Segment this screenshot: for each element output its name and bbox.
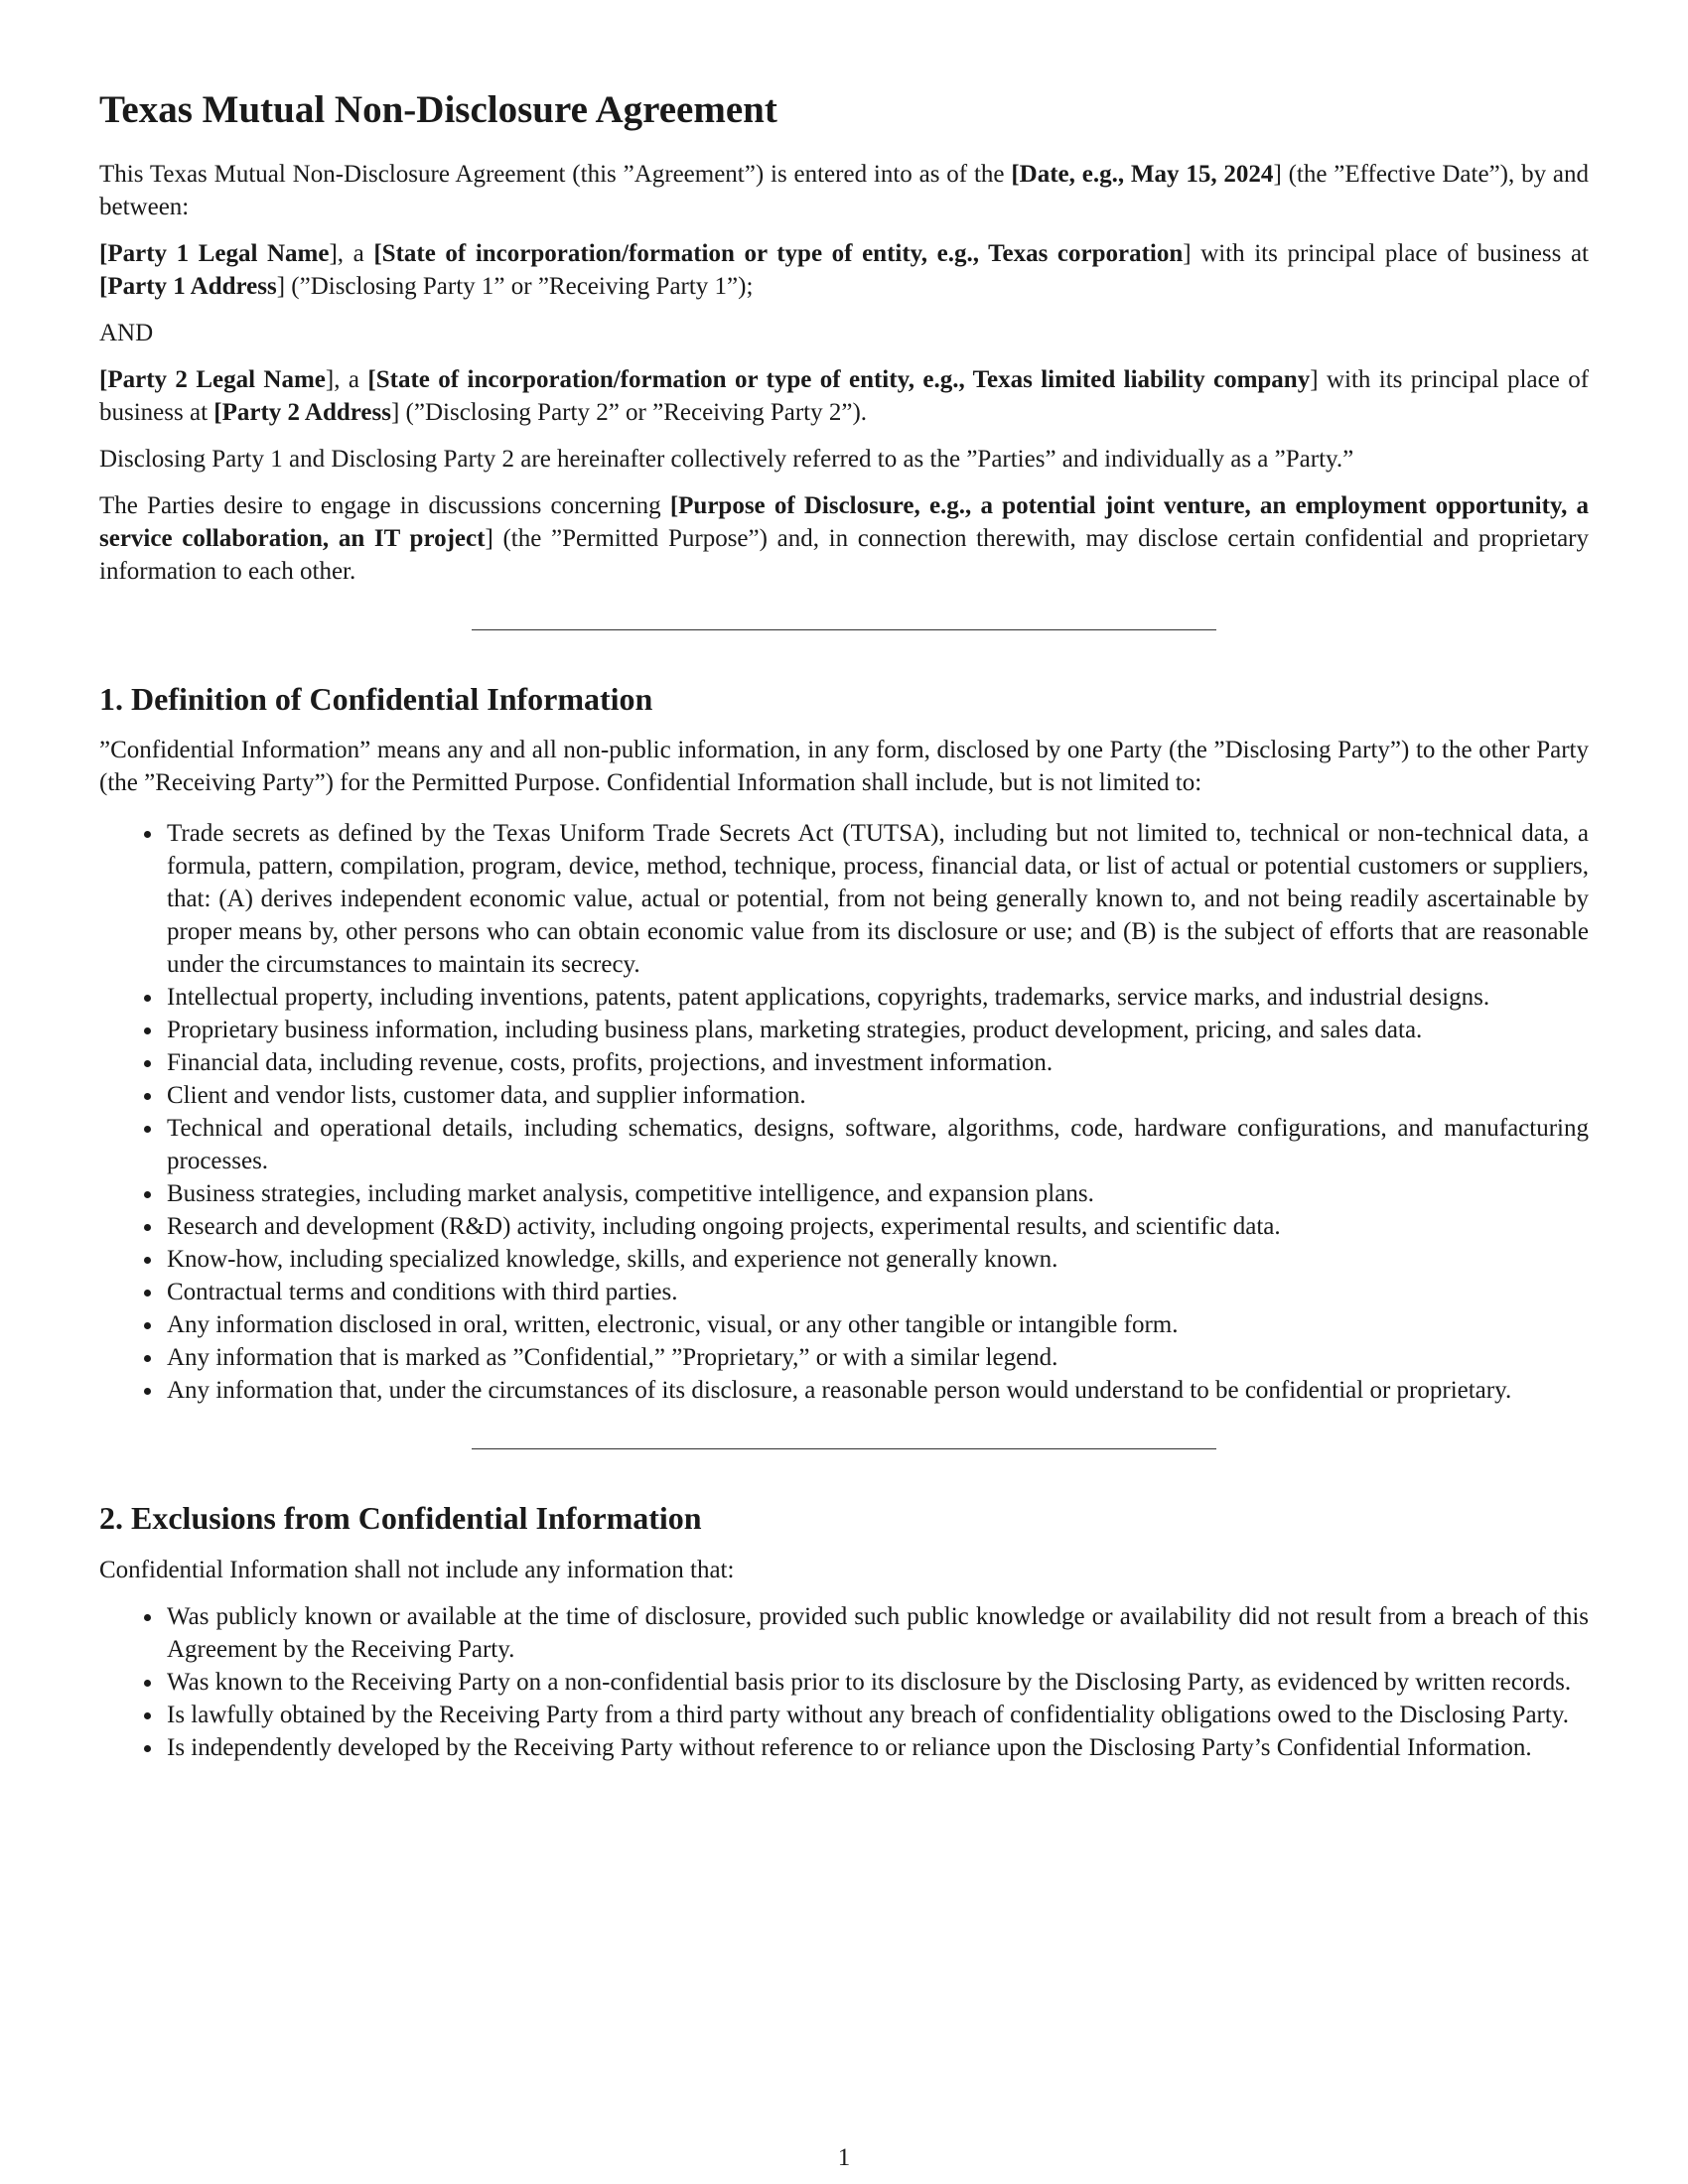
section-divider bbox=[472, 1448, 1216, 1449]
section2-list bbox=[99, 1600, 1589, 1764]
list-item: Is independently developed by the Receiving Party without reference to or reliance upon the Disclosing Party’s Confidential Information. bbox=[167, 1731, 1589, 1764]
party2-address-placeholder: [Party 2 Address bbox=[213, 398, 391, 426]
page-number: 1 bbox=[837, 2144, 851, 2171]
section1-intro: ”Confidential Information” means any and all non-public information, in any form, disclosed by one Party (the ”Disclosing Party”) to the other Party (the ”Receiving Party”) for the Permitted Purpose. Confidential Information shall include, but is not limited to: bbox=[99, 737, 1589, 797]
section1-heading: 1. Definition of Confidential Information bbox=[99, 680, 653, 717]
section1-list bbox=[99, 817, 1589, 1407]
list-item: Client and vendor lists, customer data, and supplier information. bbox=[167, 1079, 1589, 1112]
party1-text-1: ], a bbox=[329, 239, 374, 267]
party1-text-3: ] (”Disclosing Party 1” or ”Receiving Party 1”); bbox=[276, 272, 754, 300]
party2-text-3: ] (”Disclosing Party 2” or ”Receiving Party 2”). bbox=[390, 398, 868, 426]
list-item: Intellectual property, including inventions, patents, patent applications, copyrights, trademarks, service marks, and industrial designs. bbox=[167, 981, 1589, 1014]
list-item: Research and development (R&D) activity, including ongoing projects, experimental results, and scientific data. bbox=[167, 1210, 1589, 1243]
list-item: Is lawfully obtained by the Receiving Party from a third party without any breach of confidentiality obligations owed to the Disclosing Party. bbox=[167, 1699, 1589, 1731]
party2-name-placeholder: [Party 2 Legal Name bbox=[99, 365, 326, 393]
section2-heading: 2. Exclusions from Confidential Information bbox=[99, 1500, 702, 1537]
date-placeholder: [Date, e.g., May 15, 2024 bbox=[1011, 160, 1274, 188]
list-item: Was known to the Receiving Party on a non-confidential basis prior to its disclosure by the Disclosing Party, as evidenced by written records. bbox=[167, 1666, 1589, 1699]
and-separator: AND bbox=[99, 319, 154, 346]
party1-entity-placeholder: [State of incorporation/formation or type of entity, e.g., Texas corporation bbox=[373, 239, 1184, 267]
intro-text-2: ] (the ”Effective Date”), by and between: bbox=[99, 160, 1590, 220]
list-item: Trade secrets as defined by the Texas Uniform Trade Secrets Act (TUTSA), including but not limited to, technical or non-technical data, a formula, pattern, compilation, program, device, method, technique, process, financial data, or list of actual or potential customers or suppliers, that: (A) derives independent economic value, actual or potential, from not being generally known to, and not being readily ascertainable by proper means by, other persons who can obtain economic value from its disclosure or use; and (B) is the subject of efforts that are reasonable under the circumstances to maintain its secrecy. bbox=[167, 817, 1589, 981]
intro-text-1: This Texas Mutual Non-Disclosure Agreement (this ”Agreement”) is entered into as of the bbox=[99, 160, 1012, 188]
collective-definition: Disclosing Party 1 and Disclosing Party 2 are hereinafter collectively referred to as the ”Parties” and individually as a ”Party.” bbox=[99, 445, 1354, 473]
list-item: Proprietary business information, including business plans, marketing strategies, product development, pricing, and sales data. bbox=[167, 1014, 1589, 1046]
party1-paragraph bbox=[99, 237, 1589, 303]
list-item: Financial data, including revenue, costs, profits, projections, and investment information. bbox=[167, 1046, 1589, 1079]
intro-paragraph bbox=[99, 158, 1589, 223]
party2-paragraph bbox=[99, 363, 1589, 429]
purpose-paragraph bbox=[99, 489, 1589, 588]
list-item: Contractual terms and conditions with third parties. bbox=[167, 1276, 1589, 1308]
list-item: Business strategies, including market analysis, competitive intelligence, and expansion plans. bbox=[167, 1177, 1589, 1210]
list-item: Any information that is marked as ”Confidential,” ”Proprietary,” or with a similar legend. bbox=[167, 1341, 1589, 1374]
document-title: Texas Mutual Non-Disclosure Agreement bbox=[99, 88, 777, 131]
list-item: Technical and operational details, including schematics, designs, software, algorithms, code, hardware configurations, and manufacturing processes. bbox=[167, 1112, 1589, 1177]
party2-text-1: ], a bbox=[325, 365, 368, 393]
party1-text-2: ] with its principal place of business at bbox=[1183, 239, 1589, 267]
purpose-placeholder: [Purpose of Disclosure, e.g., a potential joint venture, an employment opportunity, a service collaboration, an IT project bbox=[99, 491, 1590, 552]
party1-name-placeholder: [Party 1 Legal Name bbox=[99, 239, 330, 267]
purpose-text-2: ] (the ”Permitted Purpose”) and, in connection therewith, may disclose certain confidential and proprietary information to each other. bbox=[99, 524, 1589, 585]
party2-entity-placeholder: [State of incorporation/formation or type of entity, e.g., Texas limited liability company bbox=[367, 365, 1311, 393]
section2-intro: Confidential Information shall not include any information that: bbox=[99, 1556, 735, 1583]
document-page bbox=[99, 87, 1589, 1764]
section-divider bbox=[472, 629, 1216, 630]
list-item: Any information disclosed in oral, written, electronic, visual, or any other tangible or intangible form. bbox=[167, 1308, 1589, 1341]
party2-text-2: ] with its principal place of business at bbox=[99, 365, 1590, 426]
list-item: Was publicly known or available at the time of disclosure, provided such public knowledge or availability did not result from a breach of this Agreement by the Receiving Party. bbox=[167, 1600, 1589, 1666]
list-item: Know-how, including specialized knowledge, skills, and experience not generally known. bbox=[167, 1243, 1589, 1276]
purpose-text-1: The Parties desire to engage in discussions concerning bbox=[99, 491, 670, 519]
party1-address-placeholder: [Party 1 Address bbox=[99, 272, 277, 300]
list-item: Any information that, under the circumstances of its disclosure, a reasonable person would understand to be confidential or proprietary. bbox=[167, 1374, 1589, 1407]
